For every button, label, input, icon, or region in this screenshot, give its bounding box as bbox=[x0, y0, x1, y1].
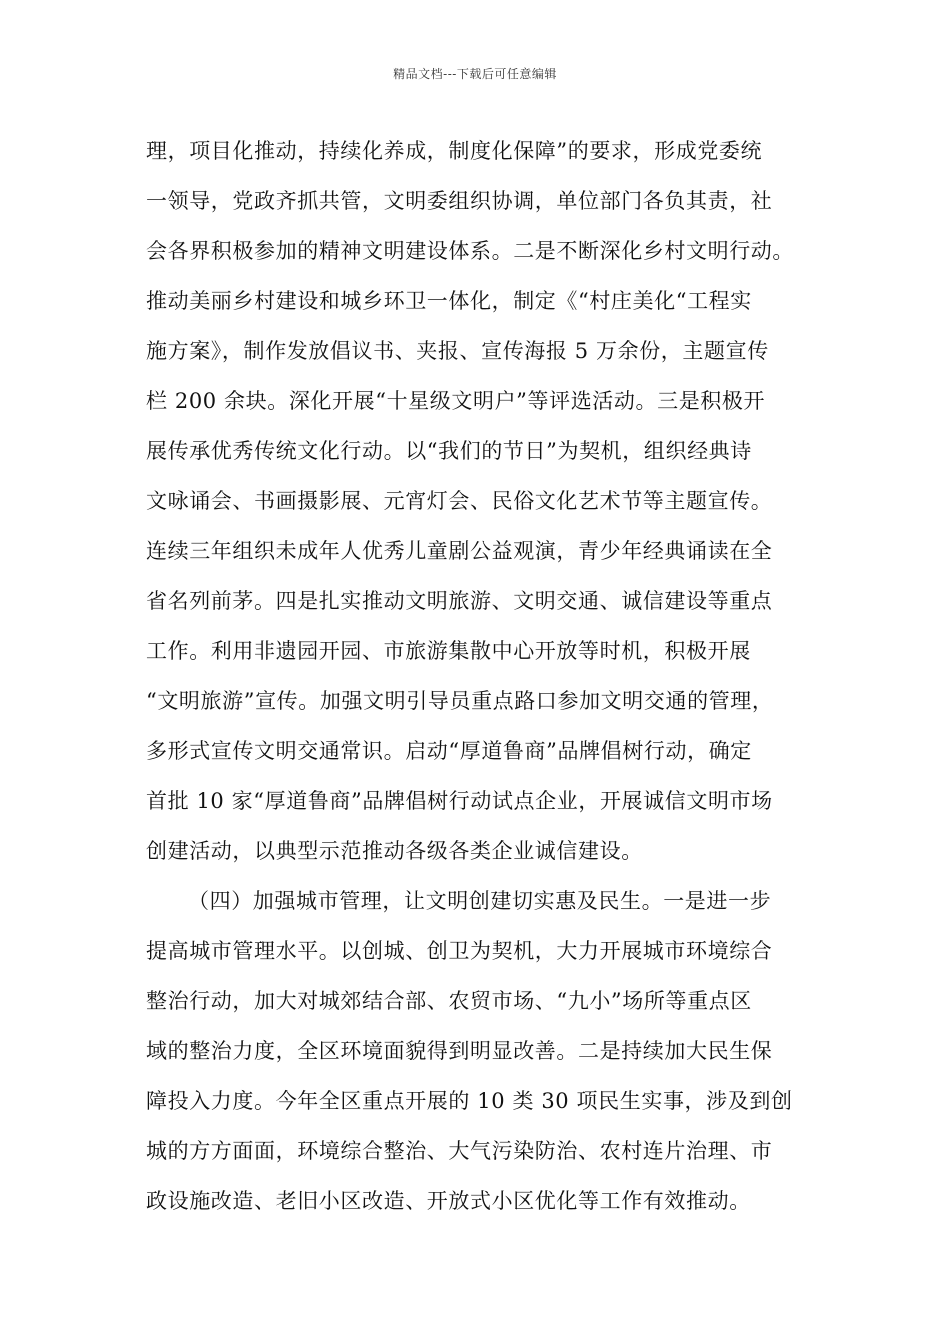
page-header: 精品文档---下载后可任意编辑 bbox=[393, 67, 557, 81]
text-line: 连续三年组织未成年人优秀儿童剧公益观演，青少年经典诵读在全 bbox=[146, 539, 773, 563]
text-line: 栏 200 余块。深化开展“十星级文明户”等评选活动。三是积极开 bbox=[146, 389, 766, 413]
text-line: 整治行动，加大对城郊结合部、农贸市场、“九小”场所等重点区 bbox=[146, 989, 752, 1013]
text-line: 域的整治力度，全区环境面貌得到明显改善。二是持续加大民生保 bbox=[146, 1039, 773, 1063]
text-line: 首批 10 家“厚道鲁商”品牌倡树行动试点企业，开展诚信文明市场 bbox=[146, 789, 773, 813]
text-line: 展传承优秀传统文化行动。以“我们的节日”为契机，组织经典诗 bbox=[146, 439, 752, 463]
paragraph-start-line: （四）加强城市管理，让文明创建切实惠及民生。一是进一步 bbox=[188, 889, 772, 913]
text-line: 提高城市管理水平。以创城、创卫为契机，大力开展城市环境综合 bbox=[146, 939, 773, 963]
text-line: 文咏诵会、书画摄影展、元宵灯会、民俗文化艺术节等主题宣传。 bbox=[146, 489, 773, 513]
text-line: 政设施改造、老旧小区改造、开放式小区优化等工作有效推动。 bbox=[146, 1189, 751, 1213]
text-line: “文明旅游”宣传。加强文明引导员重点路口参加文明交通的管理， bbox=[146, 689, 774, 713]
text-line: 多形式宣传文明交通常识。启动“厚道鲁商”品牌倡树行动，确定 bbox=[146, 739, 752, 763]
text-line: 障投入力度。今年全区重点开展的 10 类 30 项民生实事，涉及到创 bbox=[146, 1089, 793, 1113]
text-line: 省名列前茅。四是扎实推动文明旅游、文明交通、诚信建设等重点 bbox=[146, 589, 773, 613]
text-line: 城的方方面面，环境综合整治、大气污染防治、农村连片治理、市 bbox=[146, 1139, 773, 1163]
text-line: 工作。利用非遗园开园、市旅游集散中心开放等时机，积极开展 bbox=[146, 639, 751, 663]
text-line: 理，项目化推动，持续化养成，制度化保障”的要求，形成党委统 bbox=[146, 139, 763, 163]
text-line: 会各界积极参加的精神文明建设体系。二是不断深化乡村文明行动。 bbox=[146, 239, 794, 263]
text-line: 施方案》，制作发放倡议书、夹报、宣传海报 5 万余份，主题宣传 bbox=[146, 339, 769, 363]
text-line: 推动美丽乡村建设和城乡环卫一体化，制定《“村庄美化“工程实 bbox=[146, 289, 752, 313]
text-line: 创建活动，以典型示范推动各级各类企业诚信建设。 bbox=[146, 839, 643, 863]
body-text bbox=[146, 126, 846, 1226]
text-line: 一领导，党政齐抓共管，文明委组织协调，单位部门各负其责，社 bbox=[146, 189, 773, 213]
